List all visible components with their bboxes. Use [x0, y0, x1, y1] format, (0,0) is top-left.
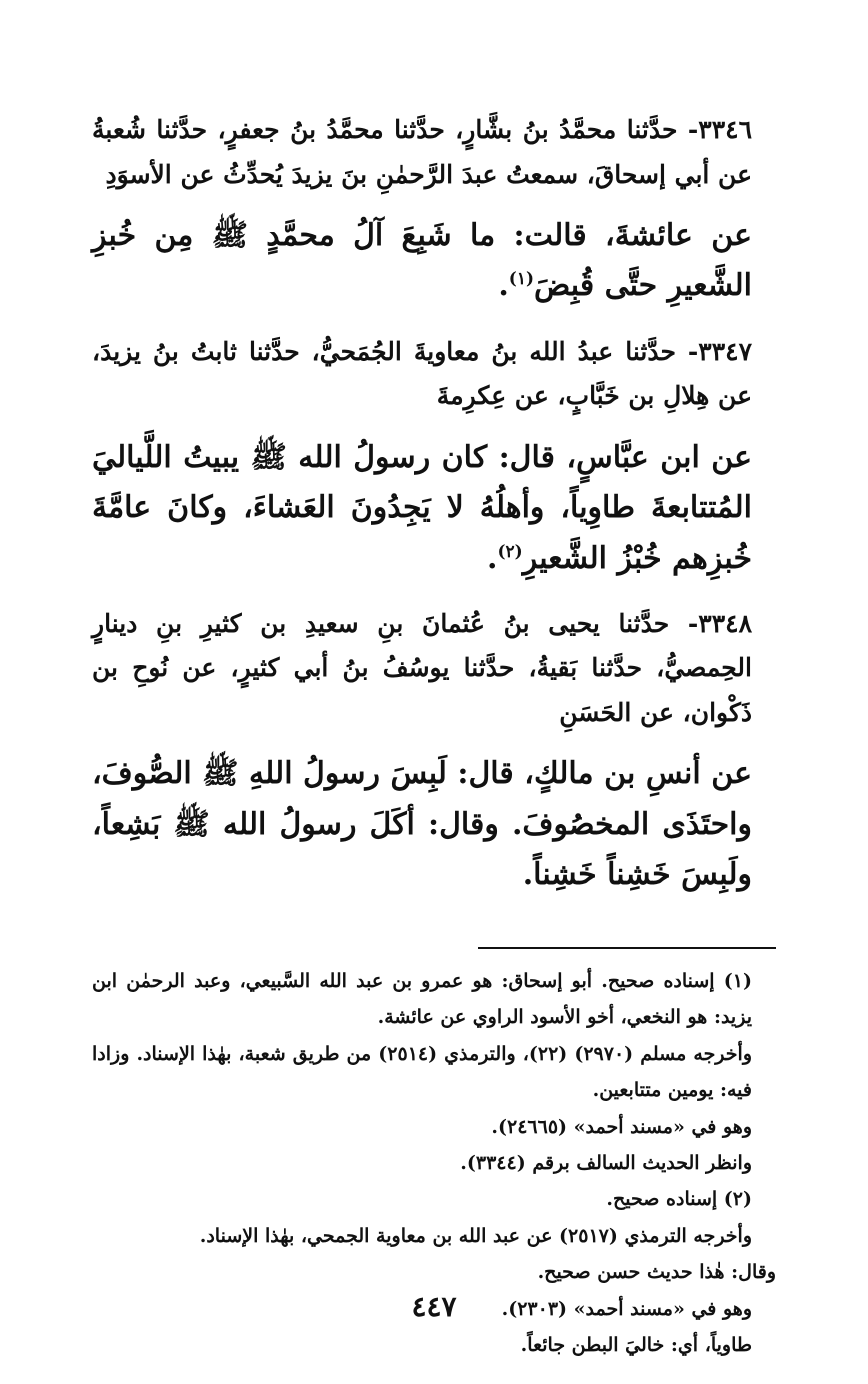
footnote-line: وهو في «مسند أحمد» (٢٣٠٣). [501, 1297, 752, 1320]
hadith-matn [92, 211, 776, 312]
footnote-line: طاوياً، أي: خاليَ البطن جائعاً. [520, 1334, 752, 1357]
footnote-line: (٢) إسناده صحيح. [606, 1188, 752, 1211]
matn-text: عن عائشةَ، قالت: ما شَبِعَ آلُ محمَّدٍ ﷺ مِن خُبزِ الشَّعيرِ حتَّى قُبِضَ [92, 218, 752, 304]
footnote-separator-wrap [92, 923, 776, 949]
hadith-3348 [92, 602, 776, 901]
matn-text: عن أنسِ بن مالكٍ، قال: لَبِسَ رسولُ اللهِ ﷺ الصُّوفَ، واحتَذَى المخصُوفَ. وقال: أكَلَ رسولُ الله ﷺ بَشِعاً، ولَبِسَ خَشِناً خَشِناً. [92, 756, 752, 893]
hadith-matn [92, 433, 776, 584]
hadith-3346 [92, 108, 776, 312]
hadith-3347 [92, 330, 776, 584]
footnote-line: وانظر الحديث السالف برقم (٣٣٤٤). [460, 1151, 752, 1174]
footnote-line: وأخرجه الترمذي (٢٥١٧) عن عبد الله بن معاوية الجمحي، بهٰذا الإسناد. [199, 1224, 752, 1247]
footnote-separator [478, 947, 776, 949]
matn-end: . [498, 268, 509, 304]
footnote-line: وقال: هٰذا حديث حسن صحيح. [537, 1261, 776, 1284]
hadith-isnad: ٣٣٤٦- حدَّثنا محمَّدُ بنُ بشَّارٍ، حدَّثنا محمَّدُ بنُ جعفرٍ، حدَّثنا شُعبةُ عن أبي إسحاقَ، سمعتُ عبدَ الرَّحمٰنِ بنَ يزيدَ يُحدِّثُ عن الأسوَدِ [92, 115, 752, 189]
footnote-line: وهو في «مسند أحمد» (٢٤٦٦٥). [491, 1115, 752, 1138]
footnote-marker: (٢) [497, 541, 523, 562]
hadith-isnad: ٣٣٤٨- حدَّثنا يحيى بنُ عُثمانَ بنِ سعيدِ بن كثيرِ بنِ دينارٍ الحِمصيُّ، حدَّثنا بَقيةُ، حدَّثنا يوسُفُ بنُ أبي كثيرٍ، عن نُوحِ بن ذَكْوان، عن الحَسَنِ [92, 608, 752, 727]
footnote-line: وأخرجه مسلم (٢٩٧٠) (٢٢)، والترمذي (٢٥١٤) من طريق شعبة، بهٰذا الإسناد. وزادا فيه: يومين متتابعين. [92, 1042, 752, 1102]
footnote-line: (١) إسناده صحيح. أبو إسحاق: هو عمرو بن عبد الله السَّبيعي، وعبد الرحمٰن ابن يزيد: هو النخعي، أخو الأسود الراوي عن عائشة. [92, 969, 752, 1029]
matn-end: . [487, 540, 498, 576]
hadith-matn [92, 749, 776, 900]
hadith-isnad: ٣٣٤٧- حدَّثنا عبدُ الله بنُ معاويةَ الجُمَحيُّ، حدَّثنا ثابتُ بنُ يزيدَ، عن هِلالِ بن خَبَّابٍ، عن عِكرِمةَ [92, 336, 752, 411]
footnote-marker: (١) [508, 269, 535, 290]
page-number: ٤٤٧ [411, 1290, 457, 1323]
matn-text: عن ابن عبَّاسٍ، قال: كان رسولُ الله ﷺ يبيتُ اللَّياليَ المُتتابعةَ طاوِياً، وأهلُهُ لا يَجِدُونَ العَشاءَ، وكانَ عامَّةَ خُبزِهم خُبْزُ الشَّعيرِ [92, 439, 752, 576]
